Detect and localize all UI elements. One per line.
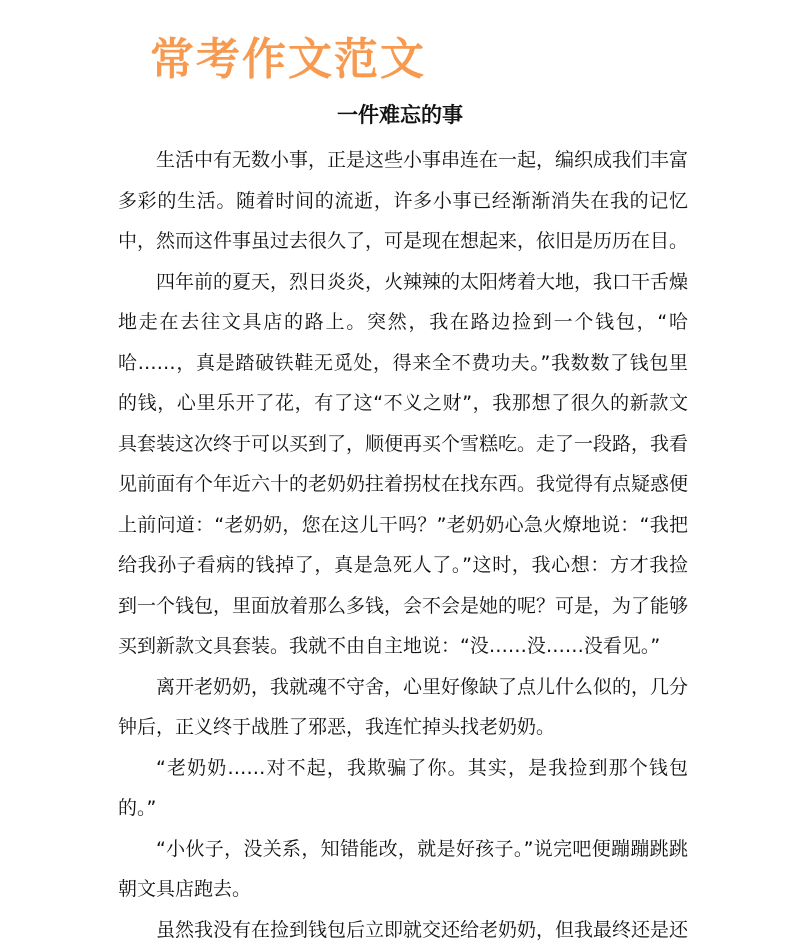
paragraph: 虽然我没有在捡到钱包后立即就交还给老奶奶，但我最终还是还 xyxy=(118,910,688,950)
paragraph: 离开老奶奶，我就魂不守舍，心里好像缺了点儿什么似的，几分钟后，正义终于战胜了邪恶，我连忙掉头找老奶奶。 xyxy=(118,667,688,748)
paragraph: 四年前的夏天，烈日炎炎，火辣辣的太阳烤着大地，我口干舌燥地走在去往文具店的路上。突然，我在路边捡到一个钱包，“哈哈……，真是踏破铁鞋无觅处，得来全不费功夫。”我数数了钱包里的钱，心里乐开了花，有了这“不义之财”，我那想了很久的新款文具套装这次终于可以买到了，顺便再买个雪糕吃。走了一段路，我看见前面有个年近六十的老奶奶拄着拐杖在找东西。我觉得有点疑惑便上前问道：“老奶奶，您在这儿干吗？”老奶奶心急火燎地说：“我把给我孙子看病的钱掉了，真是急死人了。”这时，我心想：方才我捡到一个钱包，里面放着那么多钱，会不会是她的呢？可是，为了能够买到新款文具套装。我就不由自主地说：“没……没……没看见。” xyxy=(118,262,688,667)
paragraph: “小伙子，没关系，知错能改，就是好孩子。”说完吧便蹦蹦跳跳朝文具店跑去。 xyxy=(118,829,688,910)
paragraph: “老奶奶……对不起，我欺骗了你。其实，是我捡到那个钱包的。” xyxy=(118,748,688,829)
essay-body xyxy=(118,140,688,950)
essay-title: 一件难忘的事 xyxy=(0,100,800,130)
paragraph: 生活中有无数小事，正是这些小事串连在一起，编织成我们丰富多彩的生活。随着时间的流逝，许多小事已经渐渐消失在我的记忆中，然而这件事虽过去很久了，可是现在想起来，依旧是历历在目。 xyxy=(118,140,688,262)
brand-title: 常考作文范文 xyxy=(150,32,426,88)
